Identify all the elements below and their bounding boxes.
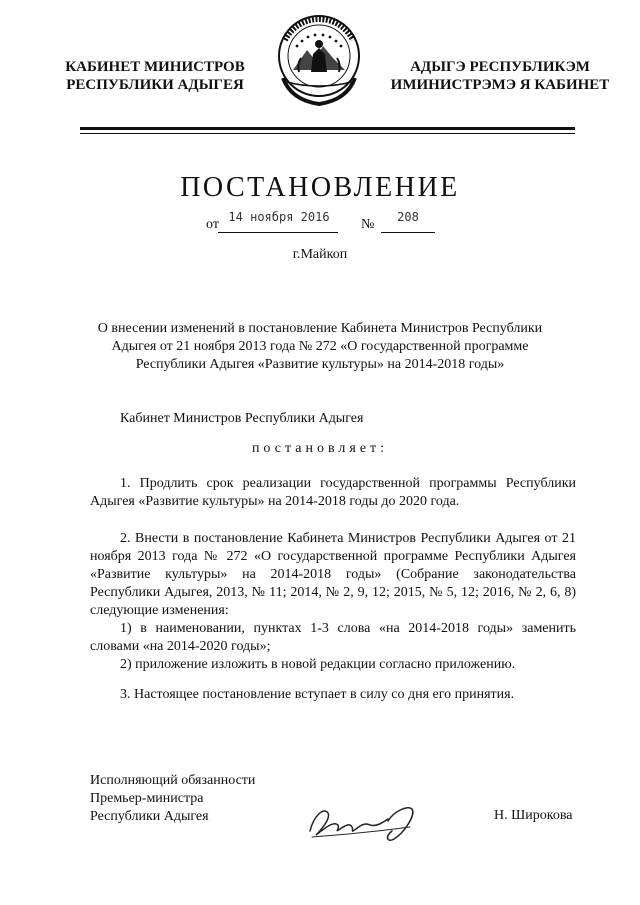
- item-2-sub-1: 1) в наименовании, пунктах 1-3 слова «на 2014-2018 годы» заменить словами «на 2014-2020 годы»;: [90, 621, 576, 654]
- number-underline: [381, 232, 435, 233]
- item-1-text: 1. Продлить срок реализации государственной программы Республики Адыгея «Развитие культуры» на 2014-2018 годы до 2020 года.: [90, 476, 576, 509]
- issuer-name-adyghe: [380, 58, 620, 94]
- coat-of-arms-icon: [271, 12, 367, 112]
- number-label: №: [361, 217, 375, 232]
- document-title: ПОСТАНОВЛЕНИЕ: [180, 172, 460, 203]
- preamble: Кабинет Министров Республики Адыгея: [120, 411, 364, 426]
- city: г.Майкоп: [292, 247, 348, 262]
- header-divider-thick: [80, 127, 575, 130]
- date-underline: [218, 232, 338, 233]
- item-3: [90, 686, 576, 704]
- item-1: [90, 475, 576, 511]
- signatory-line-1: Исполняющий обязанности: [90, 773, 256, 788]
- decree-word: постановляет:: [251, 441, 389, 456]
- document-subject: О внесении изменений в постановление Кабинета Министров Республики Адыгея от 21 ноября 2013 года № 272 «О государственной программе Республики Адыгея «Развитие культуры» на 2014-2018 годы»: [97, 321, 543, 372]
- issuer-line-2-adyghe: ИМИНИСТРЭМЭ Я КАБИНЕТ: [390, 77, 610, 93]
- item-2-text: 2. Внести в постановление Кабинета Министров Республики Адыгея от 21 ноября 2013 года № 272 «О государственной программе Республики Адыгея «Развитие культуры» на 2014-2018 годы» (Собрание законодательства Республики Адыгея, 2013, № 11; 2014, № 2, 9, 12; 2015, № 5, 12; 2016, № 2, 6, 8) следующие изменения:: [90, 531, 576, 618]
- document-date: 14 ноября 2016: [228, 210, 330, 224]
- date-label: от: [206, 217, 219, 232]
- item-2: [90, 530, 576, 674]
- document-number: 208: [397, 210, 419, 224]
- issuer-line-2: РЕСПУБЛИКИ АДЫГЕЯ: [66, 77, 244, 93]
- header-divider-thin: [80, 133, 575, 134]
- signatory-title: [90, 772, 255, 826]
- signer-name: Н. Широкова: [494, 808, 573, 823]
- item-3-text: 3. Настоящее постановление вступает в силу со дня его принятия.: [120, 687, 515, 702]
- issuer-line-1-adyghe: АДЫГЭ РЕСПУБЛИКЭМ: [410, 59, 590, 75]
- signatory-line-2: Премьер-министра: [90, 791, 204, 806]
- signatory-line-3: Республики Адыгея: [90, 809, 209, 824]
- issuer-line-1: КАБИНЕТ МИНИСТРОВ: [65, 59, 245, 75]
- item-2-sub-2: 2) приложение изложить в новой редакции согласно приложению.: [120, 657, 516, 672]
- handwritten-signature: [300, 797, 425, 847]
- issuer-name-russian: [50, 58, 260, 94]
